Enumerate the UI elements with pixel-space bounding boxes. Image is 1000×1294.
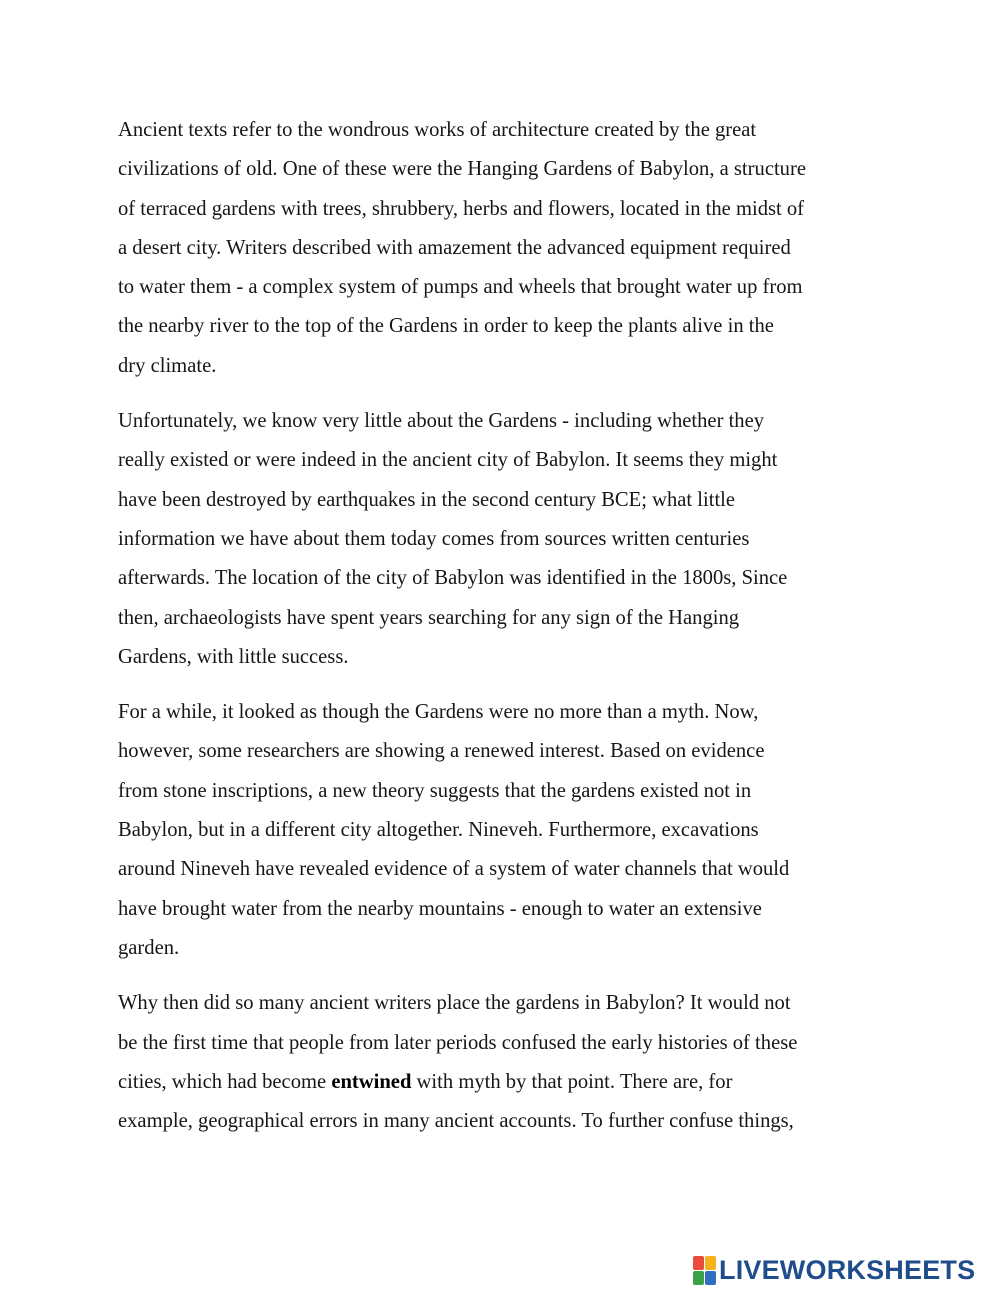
text-line: garden. — [118, 936, 180, 959]
text-line: a desert city. Writers described with amazement the advanced equipment required — [118, 236, 791, 259]
text-line: Gardens, with little success. — [118, 645, 349, 668]
paragraph-1 — [118, 111, 893, 386]
text-line: really existed or were indeed in the ancient city of Babylon. It seems they might — [118, 449, 778, 472]
text-line: Ancient texts refer to the wondrous works of architecture created by the great — [118, 119, 757, 141]
text-line: For a while, it looked as though the Gardens were no more than a myth. Now, — [118, 701, 759, 724]
paragraph-4 — [118, 984, 893, 1141]
text-fragment: with myth by that point. There are, for — [411, 1070, 733, 1093]
text-line: around Nineveh have revealed evidence of a system of water channels that would — [118, 858, 790, 881]
logo-tile-green — [693, 1271, 704, 1285]
text-line: of terraced gardens with trees, shrubbery, herbs and flowers, located in the midst of — [118, 197, 805, 220]
text-line: then, archaeologists have spent years searching for any sign of the Hanging — [118, 606, 740, 629]
text-line: information we have about them today comes from sources written centuries — [118, 527, 750, 550]
paragraph-2 — [118, 402, 893, 677]
text-line: Why then did so many ancient writers place the gardens in Babylon? It would not — [118, 992, 791, 1015]
liveworksheets-brand — [693, 1252, 975, 1288]
bold-word-entwined: entwined — [331, 1070, 412, 1093]
text-fragment: cities, which had become — [118, 1070, 332, 1093]
text-line: afterwards. The location of the city of Babylon was identified in the 1800s, Since — [118, 567, 788, 590]
text-line: to water them - a complex system of pumps and wheels that brought water up from — [118, 276, 803, 299]
logo-tile-yellow — [705, 1256, 716, 1270]
article-text — [118, 111, 893, 1157]
liveworksheets-logo-icon — [693, 1256, 715, 1284]
text-line: dry climate. — [118, 354, 217, 377]
text-line: example, geographical errors in many ancient accounts. To further confuse things, — [118, 1110, 794, 1133]
text-line: from stone inscriptions, a new theory suggests that the gardens existed not in — [118, 779, 752, 802]
text-line: be the first time that people from later periods confused the early histories of these — [118, 1031, 798, 1054]
logo-tile-blue — [705, 1271, 716, 1285]
brand-text: LIVEWORKSHEETS — [719, 1255, 976, 1285]
text-line: however, some researchers are showing a renewed interest. Based on evidence — [118, 740, 765, 763]
text-line-with-bold — [118, 1063, 893, 1102]
text-line: civilizations of old. One of these were the Hanging Gardens of Babylon, a structure — [118, 158, 806, 181]
logo-tile-red — [693, 1256, 704, 1270]
text-line: have been destroyed by earthquakes in the second century BCE; what little — [118, 488, 736, 511]
text-line: the nearby river to the top of the Gardens in order to keep the plants alive in the — [118, 315, 774, 338]
paragraph-3 — [118, 693, 893, 968]
text-line: Babylon, but in a different city altogether. Nineveh. Furthermore, excavations — [118, 819, 759, 842]
text-line: have brought water from the nearby mountains - enough to water an extensive — [118, 897, 762, 920]
text-line: Unfortunately, we know very little about the Gardens - including whether they — [118, 410, 765, 433]
